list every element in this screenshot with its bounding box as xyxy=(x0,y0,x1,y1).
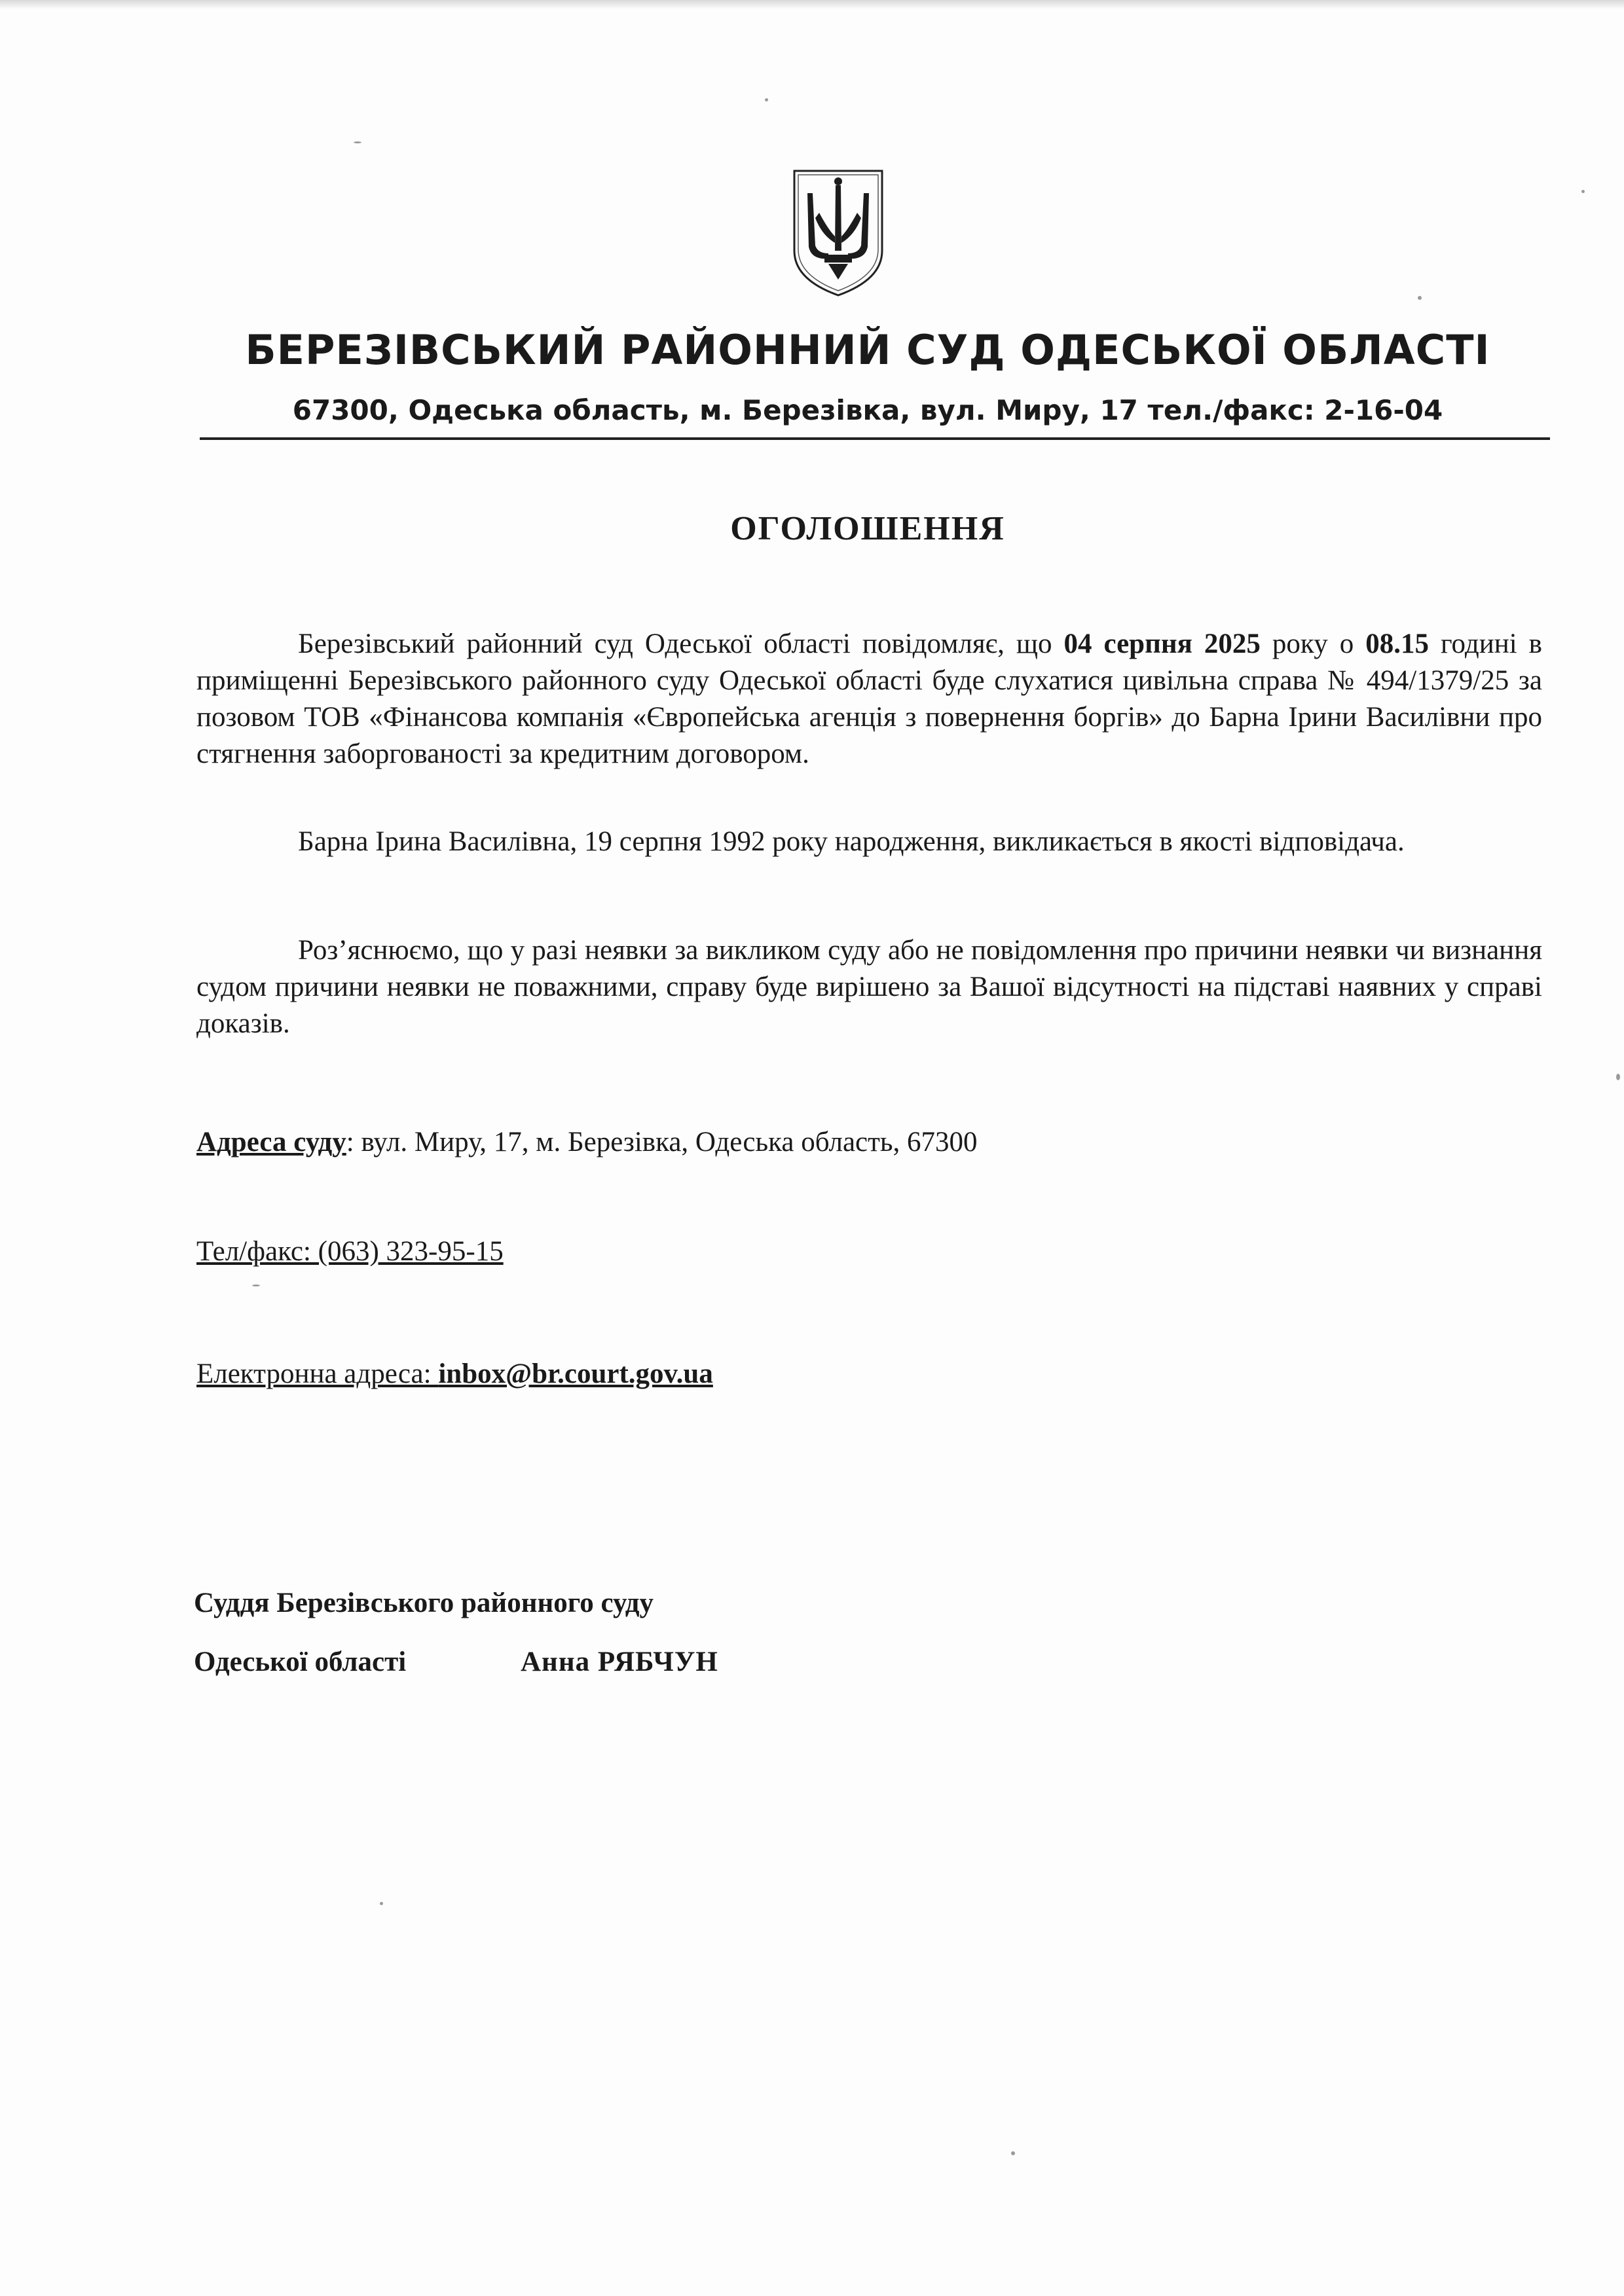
scan-speck xyxy=(1581,190,1585,193)
scan-speck xyxy=(1418,296,1422,300)
paragraph-hearing-notice xyxy=(196,626,1542,773)
hearing-date: 04 серпня 2025 xyxy=(1063,629,1261,659)
signature-title-line1: Суддя Березівського районного суду xyxy=(194,1588,654,1618)
document-title: ОГОЛОШЕННЯ xyxy=(730,510,1005,547)
signature-title-line2: Одеської області xyxy=(194,1647,407,1677)
hearing-time: 08.15 xyxy=(1365,629,1429,659)
email-label: Електронна адреса: xyxy=(196,1358,439,1389)
scan-speck xyxy=(1011,2151,1015,2155)
court-address: 67300, Одеська область, м. Березівка, вул. Миру, 17 тел./факс: 2-16-04 xyxy=(292,394,1443,426)
scan-speck xyxy=(354,141,361,143)
header-divider xyxy=(200,437,1550,440)
scan-speck xyxy=(765,98,768,101)
court-name: БЕРЕЗІВСЬКИЙ РАЙОННИЙ СУД ОДЕСЬКОЇ ОБЛАСТІ xyxy=(245,326,1490,374)
address-label: Адреса суду xyxy=(196,1127,346,1157)
scan-top-edge xyxy=(0,0,1624,9)
judge-name: Анна РЯБЧУН xyxy=(521,1647,718,1677)
court-address-line xyxy=(196,1124,978,1161)
trident-coat-of-arms-icon xyxy=(789,167,887,298)
email-line xyxy=(196,1356,713,1393)
scan-speck xyxy=(380,1902,383,1905)
scan-speck xyxy=(1616,1074,1620,1080)
email-address-link[interactable]: inbox@br.court.gov.ua xyxy=(438,1358,713,1389)
scan-speck xyxy=(252,1285,260,1286)
phone-fax-line: Тел/факс: (063) 323-95-15 xyxy=(196,1236,504,1267)
address-value: : вул. Миру, 17, м. Березівка, Одеська область, 67300 xyxy=(346,1127,978,1157)
paragraph-defendant: Барна Ірина Василівна, 19 серпня 1992 року народження, викликається в якості відповідача. xyxy=(298,826,1405,857)
paragraph1-text-3: годині в приміщенні Березівського районного суду Одеської області буде слухатися цивільна справа № 494/1379/25 за позовом ТОВ «Фінансова компанія «Європейська агенція з повернення боргів» до Барна Ірини Василівни про стягнення заборгованості за кредитним договором. xyxy=(196,629,1542,769)
paragraph1-text-2: року о xyxy=(1260,629,1366,659)
paragraph-explanation: Роз’яснюємо, що у разі неявки за викликом суду або не повідомлення про причини неявки чи визнання судом причини неявки не поважними, справу буде вирішено за Вашої відсутності на підставі наявних у справі доказів. xyxy=(196,935,1542,1039)
paragraph1-text-1: Березівський районний суд Одеської області повідомляє, що xyxy=(298,629,1064,659)
